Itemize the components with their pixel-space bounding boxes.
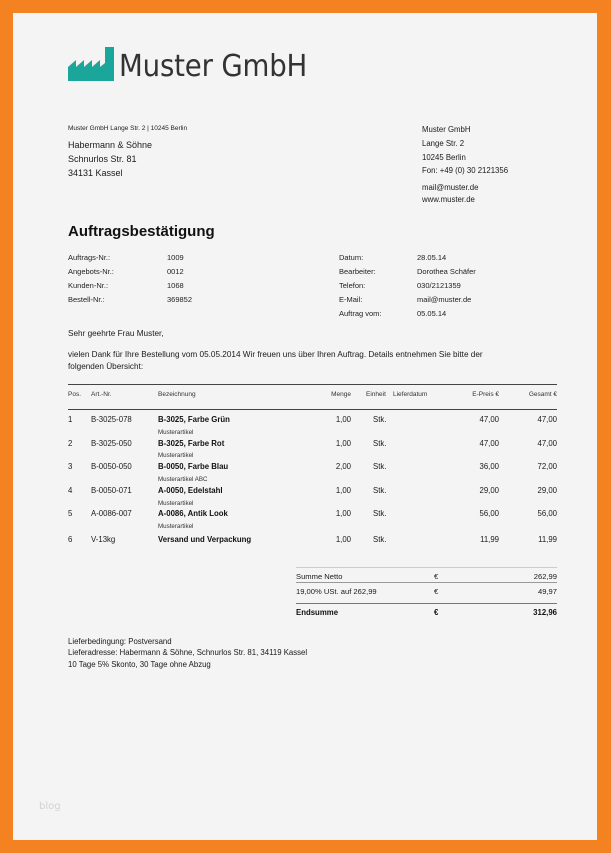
meta-value: Dorothea Schäfer	[417, 267, 476, 276]
cell-epreis: 36,00	[479, 462, 499, 471]
meta-label: Auftrag vom:	[339, 309, 382, 318]
cell-epreis: 47,00	[479, 439, 499, 448]
cell-einheit: Stk.	[373, 462, 387, 471]
cell-art-nr: V-13kg	[91, 535, 116, 544]
summary-top-divider	[296, 567, 557, 568]
cell-epreis: 56,00	[479, 509, 499, 518]
cell-gesamt: 47,00	[537, 439, 557, 448]
company-info-street: Lange Str. 2	[422, 139, 465, 148]
cell-menge: 1,00	[335, 439, 351, 448]
summary-divider	[296, 603, 557, 604]
meta-label: Telefon:	[339, 281, 366, 290]
company-logo-text: Muster GmbH	[119, 49, 308, 84]
meta-label: Bestell-Nr.:	[68, 295, 105, 304]
salutation: Sehr geehrte Frau Muster,	[68, 329, 164, 338]
cell-gesamt: 56,00	[537, 509, 557, 518]
meta-value: 369852	[167, 295, 193, 304]
delivery-address: Lieferadresse: Habermann & Söhne, Schnurlos Str. 81, 34119 Kassel	[68, 648, 308, 657]
meta-value: 28.05.14	[417, 253, 447, 262]
company-info-city: 10245 Berlin	[422, 153, 466, 162]
meta-value: mail@muster.de	[417, 295, 472, 304]
meta-label: Angebots-Nr.:	[68, 267, 114, 276]
cell-pos: 5	[68, 509, 73, 518]
cell-gesamt: 11,99	[538, 535, 557, 544]
col-header-art-nr: Art.-Nr.	[91, 391, 112, 398]
recipient-name: Habermann & Söhne	[68, 140, 153, 150]
meta-value: 0012	[167, 267, 184, 276]
cell-pos: 2	[68, 439, 73, 448]
col-header-pos: Pos.	[68, 391, 82, 398]
watermark: blog	[39, 801, 61, 812]
cell-gesamt: 29,00	[537, 486, 557, 495]
cell-bezeichnung: B-0050, Farbe Blau	[158, 462, 229, 471]
col-header-einheit: Einheit	[366, 391, 386, 398]
col-header-lieferdatum: Lieferdatum	[393, 391, 428, 398]
summary-currency: €	[434, 608, 439, 617]
cell-einheit: Stk.	[373, 509, 387, 518]
cell-epreis: 11,99	[480, 535, 499, 544]
cell-bezeichnung-sub: Musterartikel	[158, 452, 194, 459]
meta-label: Kunden-Nr.:	[68, 281, 109, 290]
cell-pos: 3	[68, 462, 73, 471]
cell-art-nr: B-0050-050	[91, 462, 132, 471]
summary-divider	[296, 582, 557, 583]
cell-menge: 2,00	[335, 462, 351, 471]
intro-text-line-1: vielen Dank für Ihre Bestellung vom 05.05.2014 Wir freuen uns über Ihren Auftrag. Details entnehmen Sie bitte der	[68, 350, 483, 359]
cell-gesamt: 47,00	[537, 415, 557, 424]
cell-bezeichnung-sub: Musterartikel	[158, 500, 194, 507]
table-header-divider	[68, 409, 557, 410]
cell-pos: 1	[68, 415, 73, 424]
company-info-email[interactable]: mail@muster.de	[422, 183, 479, 192]
cell-menge: 1,00	[335, 415, 351, 424]
cell-bezeichnung: A-0050, Edelstahl	[158, 486, 223, 495]
table-top-divider	[68, 384, 557, 385]
cell-einheit: Stk.	[373, 415, 387, 424]
cell-epreis: 29,00	[479, 486, 499, 495]
summary-label: 19,00% USt. auf 262,99	[296, 587, 377, 596]
meta-value: 030/2121359	[417, 281, 461, 290]
cell-bezeichnung: B-3025, Farbe Grün	[158, 415, 230, 424]
cell-bezeichnung: B-3025, Farbe Rot	[158, 439, 225, 448]
cell-einheit: Stk.	[373, 535, 387, 544]
summary-value: 49,97	[537, 587, 557, 596]
meta-value: 1009	[167, 253, 184, 262]
cell-pos: 6	[68, 535, 73, 544]
cell-einheit: Stk.	[373, 439, 387, 448]
cell-menge: 1,00	[335, 486, 351, 495]
meta-value: 1068	[167, 281, 184, 290]
meta-label: Auftrags-Nr.:	[68, 253, 111, 262]
meta-label: E-Mail:	[339, 295, 363, 304]
factory-icon	[68, 47, 114, 81]
company-info-phone: Fon: +49 (0) 30 2121356	[422, 166, 509, 175]
cell-epreis: 47,00	[479, 415, 499, 424]
summary-value: 262,99	[533, 572, 557, 581]
col-header-gesamt: Gesamt €	[528, 391, 557, 398]
recipient-city: 34131 Kassel	[68, 168, 123, 178]
company-info-name: Muster GmbH	[422, 125, 471, 134]
cell-menge: 1,00	[335, 509, 351, 518]
col-header-epreis: E-Preis €	[472, 391, 499, 398]
summary-label: Endsumme	[296, 608, 339, 617]
document-title: Auftragsbestätigung	[68, 223, 215, 240]
cell-bezeichnung: Versand und Verpackung	[158, 535, 252, 544]
summary-value: 312,96	[533, 608, 557, 617]
intro-text-line-2: folgenden Übersicht:	[68, 362, 144, 371]
summary-label: Summe Netto	[296, 572, 343, 581]
cell-art-nr: B-3025-078	[91, 415, 132, 424]
meta-label: Datum:	[339, 253, 364, 262]
cell-bezeichnung: A-0086, Antik Look	[158, 509, 228, 518]
cell-art-nr: A-0086-007	[91, 509, 132, 518]
meta-label: Bearbeiter:	[339, 267, 376, 276]
cell-bezeichnung-sub: Musterartikel	[158, 429, 194, 436]
cell-pos: 4	[68, 486, 73, 495]
cell-bezeichnung-sub: Musterartikel	[158, 523, 194, 530]
cell-art-nr: B-3025-050	[91, 439, 132, 448]
payment-terms: 10 Tage 5% Skonto, 30 Tage ohne Abzug	[68, 660, 211, 669]
cell-menge: 1,00	[335, 535, 351, 544]
meta-value: 05.05.14	[417, 309, 447, 318]
document-page	[13, 13, 597, 840]
col-header-menge: Menge	[331, 391, 351, 398]
summary-currency: €	[434, 572, 439, 581]
cell-gesamt: 72,00	[537, 462, 557, 471]
cell-art-nr: B-0050-071	[91, 486, 132, 495]
summary-currency: €	[434, 587, 439, 596]
company-info-website[interactable]: www.muster.de	[422, 195, 475, 204]
sender-return-address: Muster GmbH Lange Str. 2 | 10245 Berlin	[68, 125, 188, 132]
cell-bezeichnung-sub: Musterartikel ABC	[158, 476, 208, 483]
recipient-street: Schnurlos Str. 81	[68, 154, 137, 164]
col-header-bezeichnung: Bezeichnung	[158, 391, 196, 398]
delivery-terms: Lieferbedingung: Postversand	[68, 637, 172, 646]
cell-einheit: Stk.	[373, 486, 387, 495]
